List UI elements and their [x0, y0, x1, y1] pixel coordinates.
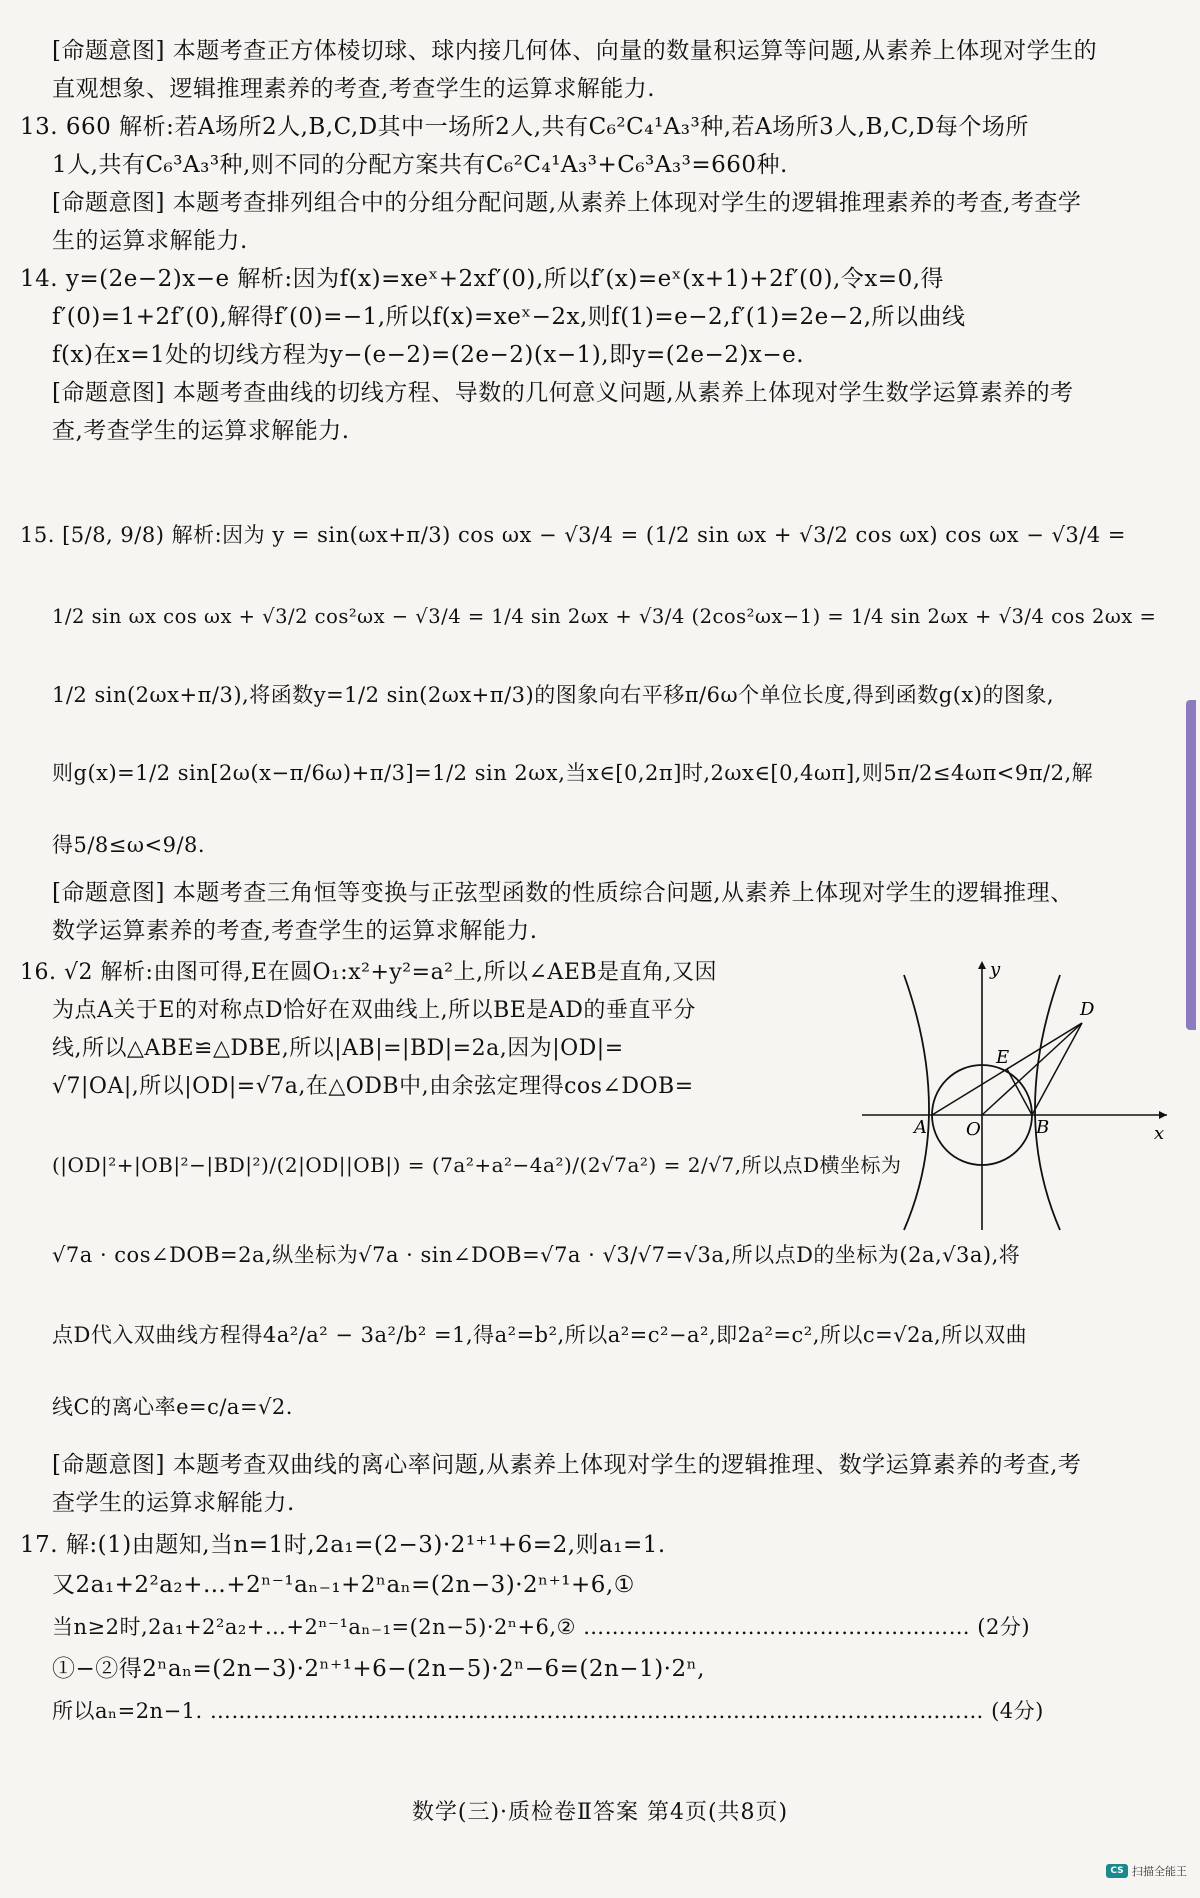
- text-line-6: 生的运算求解能力.: [52, 228, 248, 254]
- label-d: D: [1080, 999, 1095, 1020]
- label-e: E: [996, 1047, 1010, 1068]
- text-line-20: 为点A关于E的对称点D恰好在双曲线上,所以BE是AD的垂直平分: [52, 998, 696, 1023]
- label-x: x: [1154, 1123, 1165, 1144]
- x-axis-arrow: [1159, 1111, 1167, 1119]
- label-a: A: [914, 1117, 927, 1138]
- label-o: O: [966, 1119, 981, 1140]
- text-line-17: [命题意图] 本题考查三角恒等变换与正弦型函数的性质综合问题,从素养上体现对学生的逻辑推理、: [52, 880, 1074, 906]
- text-line-25: 点D代入双曲线方程得4a²/a² − 3a²/b² =1,得a²=b²,所以a²=c²−a²,即2a²=c²,所以c=√2a,所以双曲: [52, 1323, 1028, 1347]
- text-line-1: [命题意图] 本题考查正方体棱切球、球内接几何体、向量的数量积运算等问题,从素养上体现对学生的: [52, 38, 1098, 64]
- scanner-logo-icon: CS: [1106, 1864, 1128, 1878]
- text-line-4: 1人,共有C₆³A₃³种,则不同的分配方案共有C₆²C₄¹A₃³+C₆³A₃³=660种.: [52, 152, 788, 178]
- label-b: B: [1036, 1117, 1050, 1138]
- text-line-3: 13. 660 解析:若A场所2人,B,C,D其中一场所2人,共有C₆²C₄¹A₃³种,若A场所3人,B,C,D每个场所: [20, 114, 1029, 140]
- text-line-31: 当n≥2时,2a₁+2²a₂+…+2ⁿ⁻¹aₙ₋₁=(2n−5)·2ⁿ+6,② ……………………………………………… (2分): [52, 1615, 1031, 1639]
- text-line-5: [命题意图] 本题考查排列组合中的分组分配问题,从素养上体现对学生的逻辑推理素养的考查,考查学: [52, 190, 1082, 216]
- text-line-26: 线C的离心率e=c/a=√2.: [52, 1395, 293, 1419]
- text-line-2: 直观想象、逻辑推理素养的考查,考查学生的运算求解能力.: [52, 76, 656, 102]
- text-line-15: 则g(x)=1/2 sin[2ω(x−π/6ω)+π/3]=1/2 sin 2ωx,当x∈[0,2π]时,2ωx∈[0,4ωπ],则5π/2≤4ωπ<9π/2,解: [52, 761, 1094, 785]
- text-line-14: 1/2 sin(2ωx+π/3),将函数y=1/2 sin(2ωx+π/3)的图象向右平移π/6ω个单位长度,得到函数g(x)的图象,: [52, 683, 1055, 707]
- label-y: y: [990, 959, 1001, 980]
- segment-bd: [1032, 1023, 1082, 1115]
- text-line-18: 数学运算素养的考查,考查学生的运算求解能力.: [52, 918, 538, 944]
- text-line-11: 查,考查学生的运算求解能力.: [52, 418, 350, 444]
- text-line-7: 14. y=(2e−2)x−e 解析:因为f(x)=xeˣ+2xf′(0),所以f′(x)=eˣ(x+1)+2f′(0),令x=0,得: [20, 266, 945, 292]
- text-line-16: 得5/8≤ω<9/8.: [52, 833, 206, 857]
- text-line-9: f(x)在x=1处的切线方程为y−(e−2)=(2e−2)(x−1),即y=(2e−2)x−e.: [52, 342, 805, 368]
- text-line-12: 15. [5/8, 9/8) 解析:因为 y = sin(ωx+π/3) cos ωx − √3/4 = (1/2 sin ωx + √3/2 cos ωx) cos ωx − √3/4 =: [20, 523, 1126, 547]
- y-axis-arrow: [978, 961, 986, 969]
- text-line-32: ①−②得2ⁿaₙ=(2n−3)·2ⁿ⁺¹+6−(2n−5)·2ⁿ−6=(2n−1)·2ⁿ,: [52, 1656, 705, 1682]
- page-footer: 数学(三)·质检卷Ⅱ答案 第4页(共8页): [411, 1800, 789, 1825]
- segment-be: [1007, 1069, 1032, 1115]
- segment-od: [982, 1023, 1082, 1115]
- hyperbola-left-branch: [904, 975, 929, 1230]
- text-line-21: 线,所以△ABE≌△DBE,所以|AB|=|BD|=2a,因为|OD|=: [52, 1036, 624, 1061]
- text-line-23: (|OD|²+|OB|²−|BD|²)/(2|OD||OB|) = (7a²+a²−4a²)/(2√7a²) = 2/√7,所以点D横坐标为: [52, 1153, 902, 1177]
- hyperbola-diagram: [862, 955, 1172, 1235]
- text-line-10: [命题意图] 本题考查曲线的切线方程、导数的几何意义问题,从素养上体现对学生数学运算素养的考: [52, 380, 1074, 406]
- text-line-19: 16. √2 解析:由图可得,E在圆O₁:x²+y²=a²上,所以∠AEB是直角,又因: [20, 960, 718, 985]
- scanner-badge: [1106, 1862, 1187, 1880]
- scanner-badge-text: 扫描全能王: [1132, 1865, 1187, 1878]
- text-line-13: 1/2 sin ωx cos ωx + √3/2 cos²ωx − √3/4 = 1/4 sin 2ωx + √3/4 (2cos²ωx−1) = 1/4 sin 2ωx + √3/4 cos 2ωx =: [52, 605, 1157, 628]
- text-line-24: √7a · cos∠DOB=2a,纵坐标为√7a · sin∠DOB=√7a · √3/√7=√3a,所以点D的坐标为(2a,√3a),将: [52, 1243, 1021, 1267]
- text-line-8: f′(0)=1+2f′(0),解得f′(0)=−1,所以f(x)=xeˣ−2x,则f(1)=e−2,f′(1)=2e−2,所以曲线: [52, 304, 966, 330]
- text-line-30: 又2a₁+2²a₂+…+2ⁿ⁻¹aₙ₋₁+2ⁿaₙ=(2n−3)·2ⁿ⁺¹+6,①: [52, 1572, 635, 1598]
- text-line-27: [命题意图] 本题考查双曲线的离心率问题,从素养上体现对学生的逻辑推理、数学运算素养的考查,考: [52, 1452, 1082, 1478]
- text-line-33: 所以aₙ=2n−1. ……………………………………………………………………………………………… (4分): [52, 1699, 1044, 1723]
- text-line-28: 查学生的运算求解能力.: [52, 1490, 295, 1516]
- text-line-29: 17. 解:(1)由题知,当n=1时,2a₁=(2−3)·2¹⁺¹+6=2,则a₁=1.: [20, 1532, 666, 1558]
- hyperbola-figure: [862, 955, 1172, 1235]
- side-tab-marker: [1186, 700, 1196, 1030]
- text-line-22: √7|OA|,所以|OD|=√7a,在△ODB中,由余弦定理得cos∠DOB=: [52, 1074, 694, 1099]
